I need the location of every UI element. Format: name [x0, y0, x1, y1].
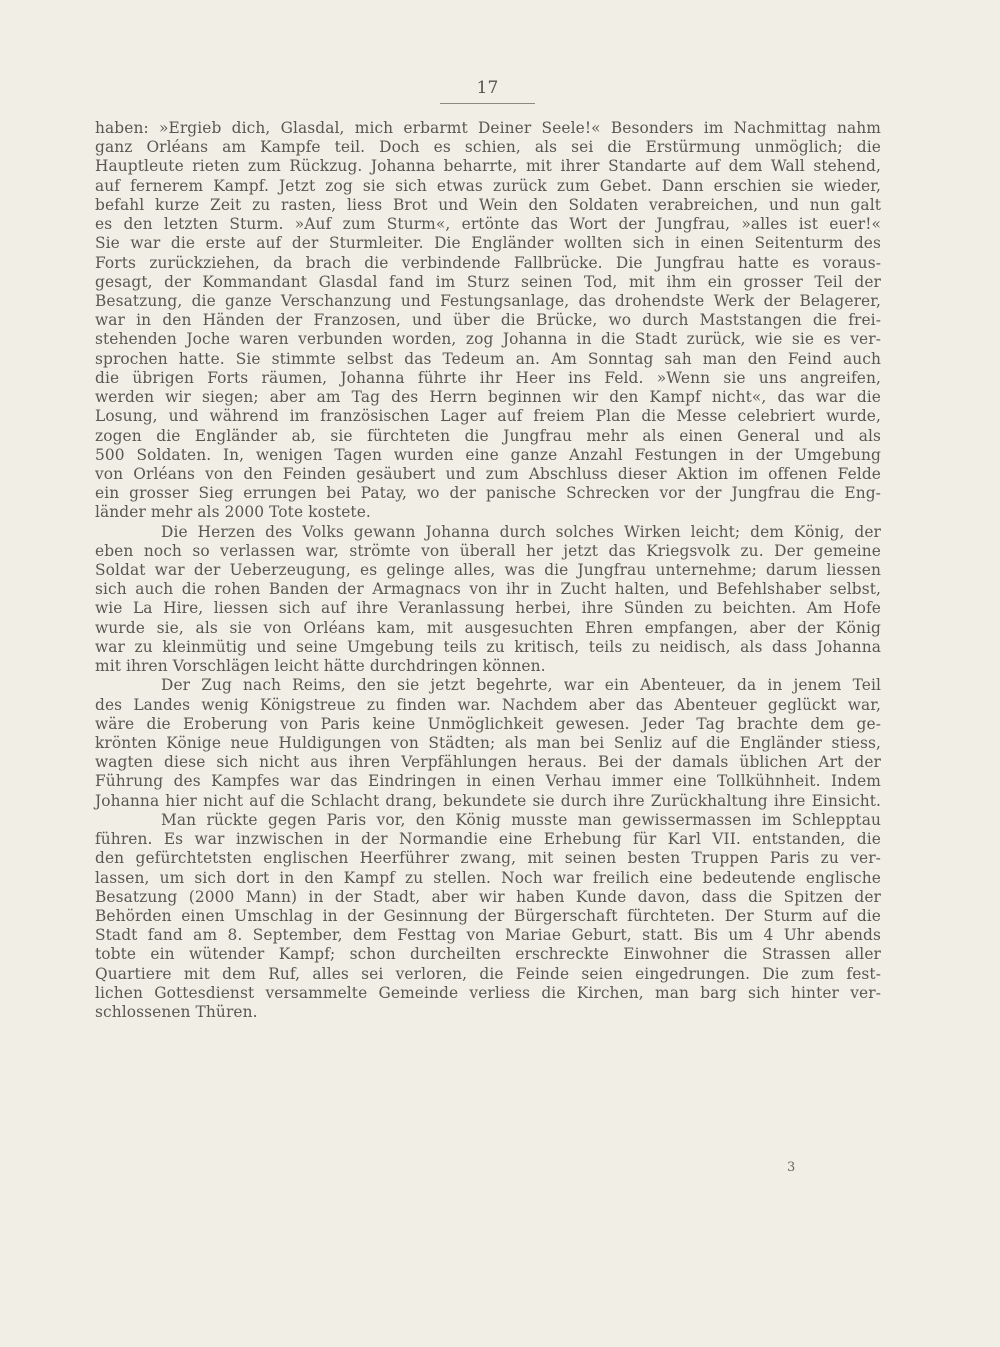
text-line: Besatzung (2000 Mann) in der Stadt, aber wir haben Kunde davon, dass die Spitzen der: [95, 887, 881, 906]
text-line: 500 Soldaten. In, wenigen Tagen wurden eine ganze Anzahl Festungen in der Umgebung: [95, 445, 881, 464]
text-line: Führung des Kampfes war das Eindringen in einen Verhau immer eine Tollkühnheit. Indem: [95, 772, 881, 791]
text-line: war zu kleinmütig und seine Umgebung teils zu kritisch, teils zu neidisch, als dass Johanna: [95, 637, 881, 656]
text-line: zogen die Engländer ab, sie fürchteten die Jungfrau mehr als einen General und als: [95, 426, 881, 445]
text-line: gesagt, der Kommandant Glasdal fand im Sturz seinen Tod, mit ihm ein grosser Teil der: [95, 272, 881, 291]
text-line: Besatzung, die ganze Verschanzung und Festungsanlage, das drohendste Werk der Belagerer,: [95, 291, 881, 310]
text-line: Johanna hier nicht auf die Schlacht drang, bekundete sie durch ihre Zurückhaltung ihre Einsicht.: [95, 791, 881, 810]
text-line: von Orléans von den Feinden gesäubert und zum Abschluss dieser Aktion im offenen Felde: [95, 464, 881, 483]
text-line: es den letzten Sturm. »Auf zum Sturm«, ertönte das Wort der Jungfrau, »alles ist euer!«: [95, 215, 881, 234]
text-line: Man rückte gegen Paris vor, den König musste man gewissermassen im Schlepptau: [161, 810, 881, 829]
text-line: sprochen hatte. Sie stimmte selbst das Tedeum an. Am Sonntag sah man den Feind auch: [95, 349, 881, 368]
body-text: [95, 119, 881, 1022]
text-line: Losung, und während im französischen Lager auf freiem Plan die Messe celebriert wurde,: [95, 407, 881, 426]
text-line: Forts zurückziehen, da brach die verbindende Fallbrücke. Die Jungfrau hatte es voraus-: [95, 253, 881, 272]
text-line: stehenden Joche waren verbunden worden, zog Johanna in die Stadt zurück, wie sie es ver-: [95, 330, 881, 349]
text-line: wagten diese sich nicht aus ihren Verpfählungen heraus. Bei der damals üblichen Art der: [95, 753, 881, 772]
text-line: ganz Orléans am Kampfe teil. Doch es schien, als sei die Erstürmung unmöglich; die: [95, 138, 881, 157]
text-line: mit ihren Vorschlägen leicht hätte durchdringen können.: [95, 657, 546, 676]
text-line: wäre die Eroberung von Paris keine Unmöglichkeit gewesen. Jeder Tag brachte dem ge-: [95, 714, 881, 733]
text-line: krönten Könige neue Huldigungen von Städten; als man bei Senliz auf die Engländer stiess,: [95, 734, 881, 752]
text-line: ein grosser Sieg errungen bei Patay, wo der panische Schrecken vor der Jungfrau die Eng-: [95, 484, 881, 503]
text-line: länder mehr als 2000 Tote kostete.: [95, 503, 371, 522]
text-line: Stadt fand am 8. September, dem Festtag von Mariae Geburt, statt. Bis um 4 Uhr abends: [95, 926, 881, 945]
text-line: sich auch die rohen Banden der Armagnacs von ihr in Zucht halten, und Befehlshaber selbst,: [95, 580, 881, 599]
text-line: Die Herzen des Volks gewann Johanna durch solches Wirken leicht; dem König, der: [161, 522, 881, 541]
page-number: 17: [476, 78, 499, 98]
text-line: auf fernerem Kampf. Jetzt zog sie sich etwas zurück zum Gebet. Dann erschien sie wieder,: [95, 176, 881, 195]
text-line: die übrigen Forts räumen, Johanna führte ihr Heer ins Feld. »Wenn sie uns angreifen,: [95, 368, 881, 387]
text-line: lassen, um sich dort in den Kampf zu stellen. Noch war freilich eine bedeutende englische: [95, 868, 881, 887]
text-line: tobte ein wütender Kampf; schon durcheilten erschreckte Einwohner die Strassen aller: [95, 945, 881, 964]
text-line: Quartiere mit dem Ruf, alles sei verloren, die Feinde seien eingedrungen. Die zum fest-: [95, 964, 881, 983]
text-line: Hauptleute rieten zum Rückzug. Johanna beharrte, mit ihrer Standarte auf dem Wall stehend,: [95, 157, 881, 176]
text-line: wie La Hire, liessen sich auf ihre Veranlassung herbei, ihre Sünden zu beichten. Am Hofe: [95, 599, 881, 618]
text-line: des Landes wenig Königstreue zu finden war. Nachdem aber das Abenteuer geglückt war,: [95, 695, 881, 714]
text-line: haben: »Ergieb dich, Glasdal, mich erbarmt Deiner Seele!« Besonders im Nachmittag nahm: [95, 119, 881, 137]
text-line: lichen Gottesdienst versammelte Gemeinde verliess die Kirchen, man barg sich hinter ver-: [95, 983, 881, 1002]
signature-mark: 3: [787, 1160, 796, 1175]
text-line: wurde sie, als sie von Orléans kam, mit ausgesuchten Ehren empfangen, aber der König: [95, 618, 881, 637]
text-line: werden wir siegen; aber am Tag des Herrn beginnen wir den Kampf nicht«, das war die: [95, 388, 881, 407]
text-line: Soldat war der Ueberzeugung, es gelinge alles, was die Jungfrau unternehme; darum liessen: [95, 561, 881, 580]
text-line: war in den Händen der Franzosen, und über die Brücke, wo durch Maststangen die frei-: [95, 311, 881, 330]
header-rule: [440, 103, 535, 104]
text-line: eben noch so verlassen war, strömte von überall her jetzt das Kriegsvolk zu. Der gemeine: [95, 541, 881, 560]
text-line: Behörden einen Umschlag in der Gesinnung der Bürgerschaft fürchteten. Der Sturm auf die: [95, 906, 881, 925]
text-line: Der Zug nach Reims, den sie jetzt begehrte, war ein Abenteuer, da in jenem Teil: [161, 676, 881, 695]
text-line: den gefürchtetsten englischen Heerführer zwang, mit seinen besten Truppen Paris zu ver-: [95, 849, 881, 868]
text-line: befahl kurze Zeit zu rasten, liess Brot und Wein den Soldaten verabreichen, und nun galt: [95, 195, 881, 214]
text-line: führen. Es war inzwischen in der Normandie eine Erhebung für Karl VII. entstanden, die: [95, 830, 881, 849]
text-line: schlossenen Thüren.: [95, 1003, 258, 1022]
text-line: Sie war die erste auf der Sturmleiter. Die Engländer wollten sich in einen Seitenturm des: [95, 234, 881, 253]
